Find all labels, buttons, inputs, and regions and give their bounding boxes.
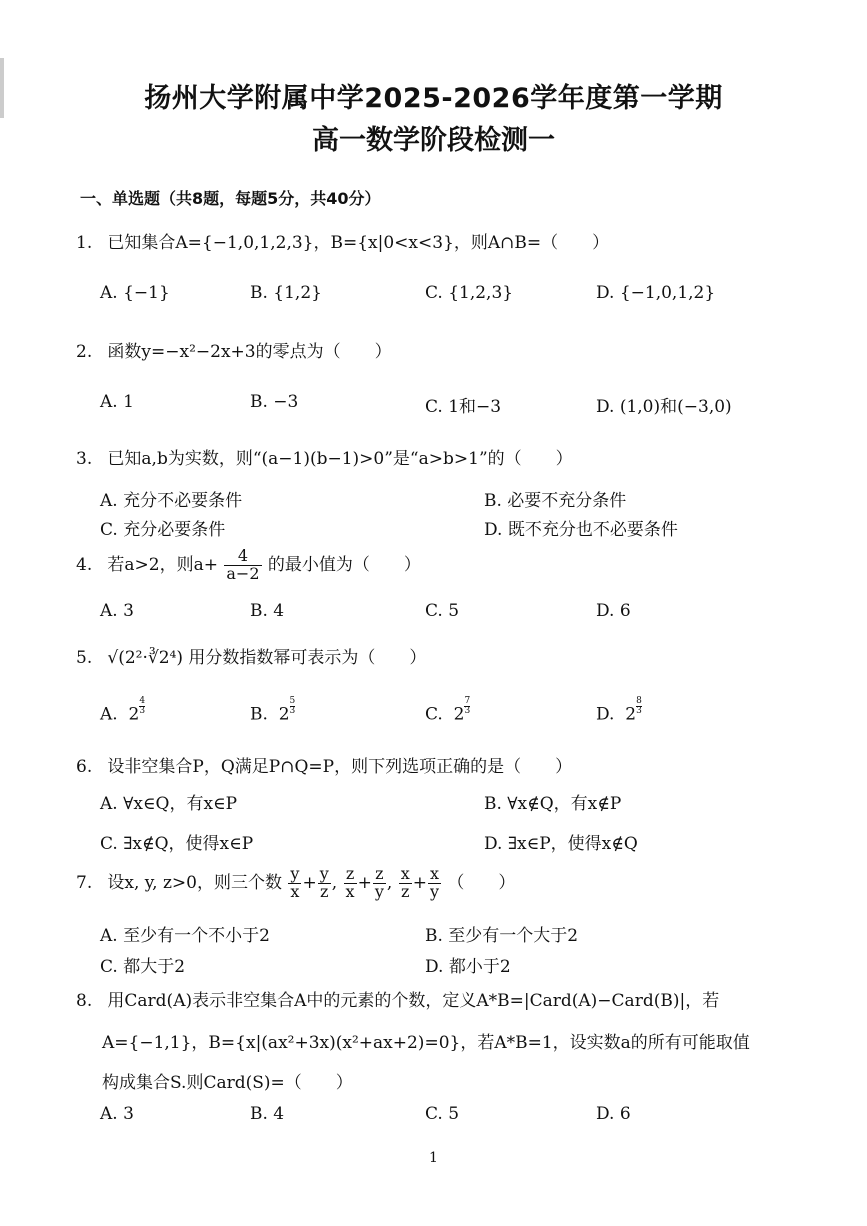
question-stem-post: （ ） [447, 872, 516, 893]
power-base: 2 [625, 704, 637, 725]
option-label: B. [250, 704, 268, 725]
option-b: B. {1,2} [250, 283, 322, 303]
question-number: 7. [76, 872, 93, 893]
question-8-line-2: A={−1,1}，B={x|(ax²+3x)(x²+ax+2)=0}，若A*B=1，设实数a的所有可能取值 [102, 1033, 750, 1053]
option-a: A. {−1} [100, 283, 170, 303]
fraction-denominator: a−2 [226, 563, 260, 583]
power-base: 2 [453, 704, 465, 725]
question-8 [76, 986, 719, 1011]
exponent-fraction [636, 697, 642, 716]
option-b: B. ∀x∉Q，有x∉P [484, 794, 622, 814]
question-4 [76, 548, 421, 583]
exponent-denominator: 3 [139, 706, 146, 716]
option-b: B. 必要不充分条件 [484, 491, 627, 511]
option-c: C. 5 [425, 1104, 460, 1124]
question-number: 4. [76, 554, 93, 575]
power-base: 2 [128, 704, 140, 725]
option-a [100, 697, 145, 725]
fraction-denominator: x [345, 881, 355, 901]
option-b: B. 4 [250, 1104, 285, 1124]
option-c: C. 都大于2 [100, 957, 186, 977]
section-heading: 一、单选题（共8题，每题5分，共40分） [80, 189, 381, 208]
option-c: C. 充分必要条件 [100, 520, 226, 540]
question-5 [76, 643, 426, 668]
exponent-fraction [464, 697, 470, 716]
option-d: D. 6 [596, 601, 631, 621]
exponent-denominator: 3 [289, 706, 296, 716]
exponent-fraction [139, 697, 145, 716]
question-stem-line-1: 用Card(A)表示非空集合A中的元素的个数，定义A*B=|Card(A)−Card(B)|，若 [107, 991, 720, 1011]
fraction-numerator: 4 [224, 548, 261, 566]
question-2 [76, 337, 392, 362]
fraction [373, 866, 386, 901]
fraction [318, 866, 331, 901]
question-number: 1. [76, 233, 93, 253]
exam-subtitle: 高一数学阶段检测一 [312, 125, 555, 156]
option-d: D. 都小于2 [425, 957, 511, 977]
exponent-denominator: 3 [464, 706, 471, 716]
fraction-numerator: x [400, 864, 410, 883]
option-label: D. [596, 704, 615, 725]
question-stem: 函数y=−x²−2x+3的零点为（ ） [107, 342, 392, 362]
fraction-numerator: z [344, 866, 357, 884]
question-stem: √(2²·∛2⁴) 用分数指数幂可表示为（ ） [107, 648, 427, 668]
fraction-numerator: x [428, 866, 441, 884]
option-a: A. 至少有一个不小于2 [100, 926, 270, 946]
option-c: C. 1和−3 [425, 397, 502, 417]
question-stem-post: 的最小值为（ ） [267, 554, 421, 575]
page-number: 1 [429, 1150, 438, 1166]
question-stem: 已知集合A={−1,0,1,2,3}，B={x|0<x<3}，则A∩B=（ ） [107, 233, 610, 253]
fraction-denominator: x [290, 881, 300, 901]
exam-title: 扬州大学附属中学2025-2026学年度第一学期 [144, 83, 723, 114]
fraction [399, 866, 412, 901]
fraction-numerator: y [319, 864, 329, 883]
question-number: 5. [76, 648, 93, 668]
option-c: C. {1,2,3} [425, 283, 514, 303]
exponent-numerator: 8 [636, 696, 642, 706]
fraction-denominator: z [400, 881, 410, 901]
fraction-numerator: z [373, 866, 386, 884]
option-d: D. 既不充分也不必要条件 [484, 520, 678, 540]
fraction-numerator: y [290, 864, 300, 883]
option-d: D. {−1,0,1,2} [596, 283, 716, 303]
question-stem: 已知a,b为实数，则“(a−1)(b−1)>0”是“a>b>1”的（ ） [107, 449, 573, 469]
option-b: B. 至少有一个大于2 [425, 926, 579, 946]
option-c: C. ∃x∉Q，使得x∈P [100, 834, 254, 854]
fraction-denominator: y [429, 881, 440, 901]
exponent-numerator: 5 [289, 696, 296, 706]
question-3 [76, 444, 573, 469]
option-d: D. (1,0)和(−3,0) [596, 397, 732, 417]
option-d: D. 6 [596, 1104, 631, 1124]
fraction [224, 548, 261, 583]
question-number: 8. [76, 991, 93, 1011]
fraction [428, 866, 441, 901]
question-number: 6. [76, 757, 93, 777]
option-b: B. 4 [250, 601, 285, 621]
option-a: A. 充分不必要条件 [100, 491, 243, 511]
question-6 [76, 752, 572, 777]
option-b [250, 697, 295, 725]
question-7: 7. 设x, y, z>0，则三个数 $\frac{y}{x}$ + $\frac{y}{z}$ , $\frac{z}{x}$ + $\frac{z}{y}$ , $\frac{x}{z}$ + $\frac{x}{y}$ （ ） [76, 864, 516, 901]
question-number: 2. [76, 342, 93, 362]
exponent-denominator: 3 [636, 706, 642, 716]
question-1 [76, 228, 609, 253]
question-number: 3. [76, 449, 93, 469]
question-stem: 设非空集合P，Q满足P∩Q=P，则下列选项正确的是（ ） [107, 757, 573, 777]
option-label: A. [100, 704, 118, 725]
question-stem-pre: 若a>2，则a+ [107, 554, 218, 575]
option-c: C. 5 [425, 601, 460, 621]
option-label: C. [425, 704, 443, 725]
option-a: A. 3 [100, 1104, 134, 1124]
exponent-numerator: 4 [139, 696, 146, 706]
option-a: A. 1 [100, 392, 134, 412]
exponent-numerator: 7 [464, 696, 471, 706]
fraction [288, 866, 301, 901]
fraction-denominator: z [319, 881, 329, 901]
option-b: B. −3 [250, 392, 299, 412]
exponent-fraction [290, 697, 296, 716]
question-stem-pre: 设x, y, z>0，则三个数 [107, 872, 282, 893]
fraction [344, 866, 357, 901]
option-a: A. 3 [100, 601, 134, 621]
fraction-denominator: y [374, 881, 384, 901]
question-8-line-3: 构成集合S.则Card(S)=（ ） [102, 1073, 353, 1093]
option-a: A. ∀x∈Q，有x∈P [100, 794, 238, 814]
option-c [425, 697, 470, 725]
option-d: D. ∃x∈P，使得x∉Q [484, 834, 638, 854]
power-base: 2 [278, 704, 290, 725]
option-d [596, 697, 642, 725]
